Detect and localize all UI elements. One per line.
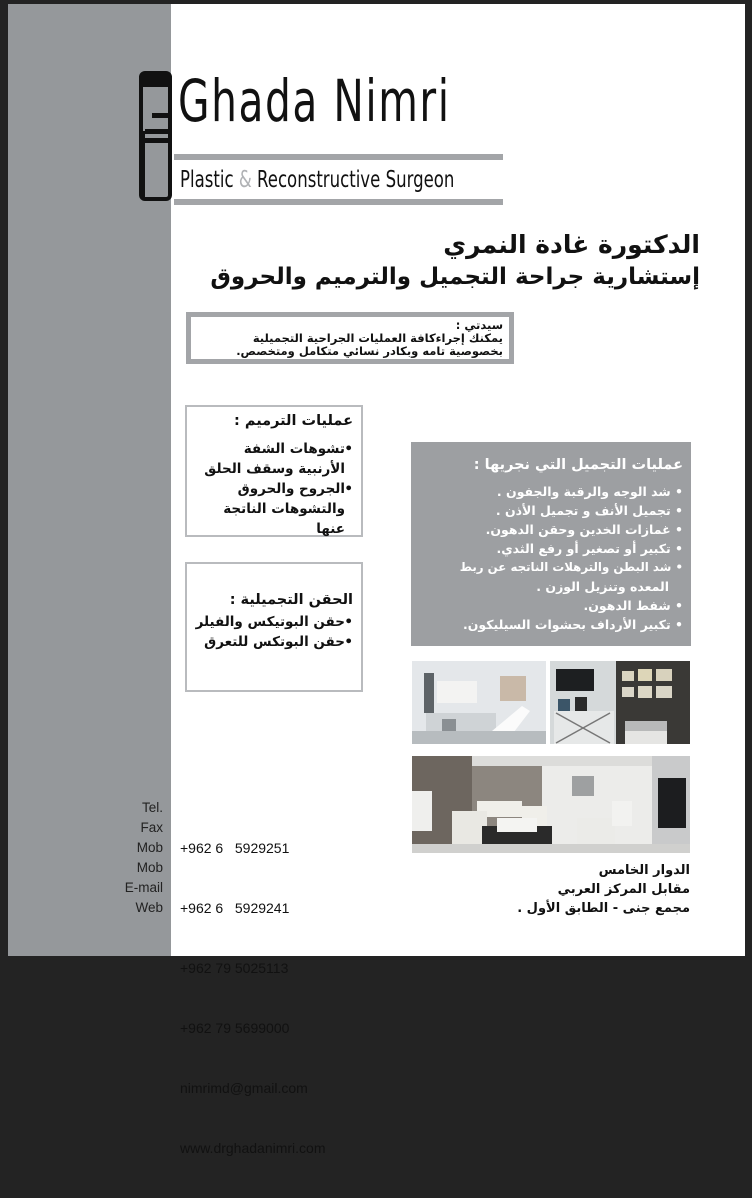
logo-name: Ghada Nimri — [178, 67, 451, 135]
fax-value: +962 6 5929241 — [180, 900, 290, 916]
item-text: الجروح والحروق — [237, 481, 345, 497]
list-item — [191, 612, 353, 632]
list-item — [417, 596, 683, 615]
notice-line: بخصوصية تامه وبكادر نسائي متكامل ومتخصص. — [236, 344, 503, 358]
list-item-continuation — [417, 577, 683, 596]
item-text: الأرنبية وسقف الحلق — [204, 461, 345, 477]
bullet-icon: • — [671, 560, 683, 574]
contact-label-web: Web — [135, 900, 163, 915]
address-line: الدوار الخامس — [598, 863, 690, 878]
bullet-icon: • — [670, 541, 683, 556]
list-item — [417, 615, 683, 634]
item-text: المعده وتنزيل الوزن . — [536, 579, 669, 594]
treatment-room-image — [412, 661, 546, 744]
contact-values — [180, 798, 326, 1198]
clinic-photo-reception — [412, 756, 690, 853]
list-item — [191, 632, 353, 652]
notice-box — [186, 312, 514, 364]
logo-divider-bottom — [174, 199, 503, 205]
list-item — [191, 439, 353, 479]
contact-label-mob: Mob — [136, 840, 163, 855]
bullet-icon: • — [344, 481, 353, 497]
tel-value: +962 6 5929251 — [180, 840, 290, 856]
logo-subtitle — [180, 164, 454, 196]
item-text: تكبير الأرداف بحشوات السيليكون. — [463, 617, 671, 632]
item-text: تكبير أو تصغير أو رفع الثدي. — [496, 541, 671, 556]
address-block — [517, 861, 690, 918]
specialty-arabic: إستشارية جراحة التجميل والترميم والحروق — [210, 264, 700, 290]
subtitle-part1: Plastic — [180, 167, 239, 193]
item-text: والتشوهات الناتجة — [223, 501, 345, 517]
injections-title: الحقن التجميلية : — [229, 592, 353, 608]
item-text: شد البطن والترهلات الناتجه عن ربط — [459, 560, 672, 574]
notice-line: يمكنك إجراءكافة العمليات الجراحية التجميلية — [252, 331, 503, 345]
address-line: مقابل المركز العربي — [557, 882, 690, 897]
doctor-name-arabic: الدكتورة غادة النمري — [443, 230, 700, 259]
contact-labels — [103, 798, 163, 918]
reception-image — [412, 756, 690, 853]
logo-divider-top — [174, 154, 503, 160]
email-link[interactable]: nimrimd@gmail.com — [180, 1080, 308, 1096]
bullet-icon: • — [670, 598, 683, 613]
item-text: تشوهات الشفة — [243, 441, 345, 457]
item-text: حقن البوتيكس والفيلر — [195, 614, 345, 630]
mobile-value: +962 79 5699000 — [180, 1020, 290, 1036]
bullet-icon: • — [670, 617, 683, 632]
contact-label-fax: Fax — [140, 820, 163, 835]
item-text: شد الوجه والرقبة والجفون . — [496, 484, 671, 499]
notice-line: سيدتي : — [455, 318, 503, 332]
clinic-photo-office — [550, 661, 690, 744]
address-line: مجمع جنى - الطابق الأول . — [517, 901, 690, 916]
list-item — [417, 558, 683, 577]
contact-label-email: E-mail — [124, 880, 163, 895]
bullet-icon: • — [670, 503, 683, 518]
bullet-icon: • — [344, 614, 353, 630]
item-text: حقن البوتكس للتعرق — [204, 634, 345, 650]
subtitle-ampersand: & — [238, 167, 252, 193]
bullet-icon: • — [344, 441, 353, 457]
item-text: عنها — [316, 521, 345, 537]
list-item — [417, 501, 683, 520]
list-item — [417, 520, 683, 539]
contact-label-mob: Mob — [136, 860, 163, 875]
item-text: غمازات الخدين وحقن الدهون. — [485, 522, 671, 537]
list-item — [417, 482, 683, 501]
item-text: شفط الدهون. — [583, 598, 671, 613]
list-item — [191, 479, 353, 539]
contact-label-tel: Tel. — [141, 800, 163, 815]
office-image — [550, 661, 690, 744]
item-text: تجميل الأنف و تجميل الأذن . — [495, 503, 671, 518]
bullet-icon: • — [344, 634, 353, 650]
list-item — [417, 539, 683, 558]
bullet-icon: • — [670, 484, 683, 499]
reconstruction-title: عمليات الترميم : — [234, 413, 353, 429]
reconstruction-box — [185, 405, 363, 537]
gd-monogram-logo — [139, 71, 172, 201]
flyer-page — [8, 4, 745, 1156]
website-link[interactable]: www.drghadanimri.com — [180, 1140, 326, 1156]
subtitle-part2: Reconstructive Surgeon — [251, 167, 455, 193]
cosmetic-title: عمليات التجميل التي نجريها : — [473, 457, 683, 473]
clinic-photo-treatment-room — [412, 661, 546, 744]
injections-box — [185, 562, 363, 692]
bullet-icon: • — [670, 522, 683, 537]
mobile-value: +962 79 5025113 — [180, 960, 289, 976]
cosmetic-procedures-panel — [411, 442, 691, 646]
